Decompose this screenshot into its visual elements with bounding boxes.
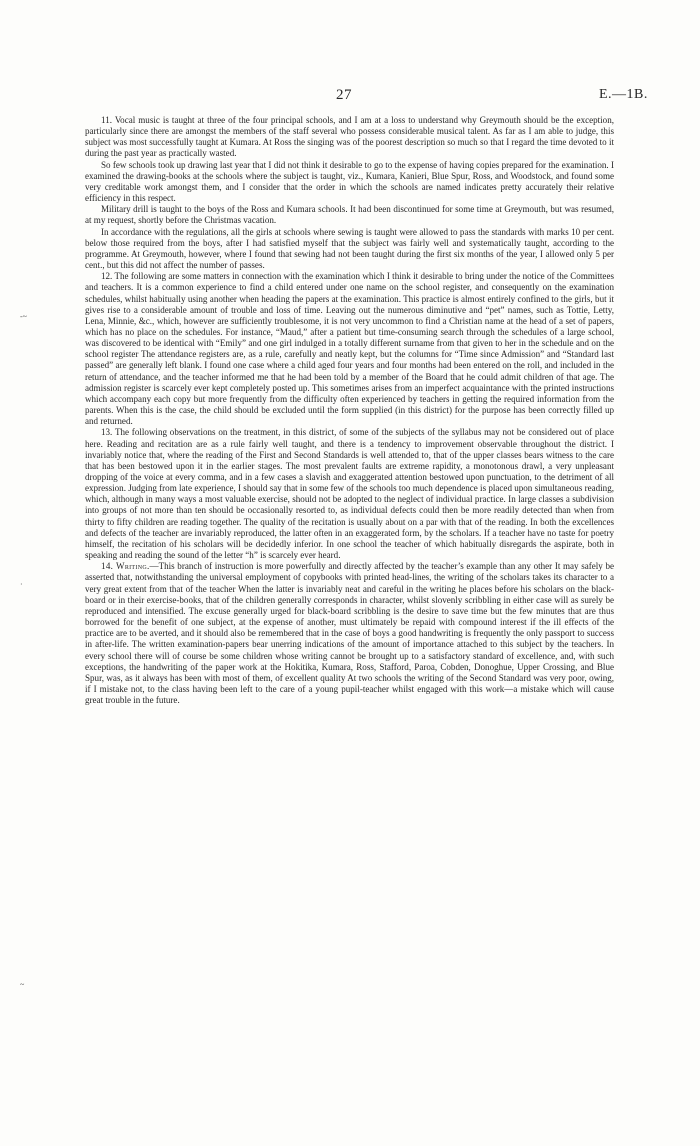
page-number: 27	[336, 87, 352, 103]
paragraph-drawing: So few schools took up drawing last year that I did not think it desirable to go to the expense of having copies prepared for the examination. I examined the drawing-books at the schools where the subject is taught, viz., Kumara, Kanieri, Blue Spur, Ross, and Woodstock, and found some very creditable work amongst them, and I consider that the order in which the schools are named indicates pretty accurately their relative efficiency in this respect.	[85, 159, 614, 204]
document-reference: E.—1B.	[599, 87, 648, 102]
paragraph-sewing: In accordance with the regulations, all the girls at schools where sewing is taught were allowed to pass the standards with marks 10 per cent. below those required from the boys, after I had satisfied myself that the subject was fairly well and systematically taught, according to the programme. At Greymouth, however, where I found that sewing had not been taught during the first six months of the year, I allowed only 5 per cent., but this did not affect the number of passes.	[85, 226, 614, 271]
margin-mark: -~	[20, 312, 27, 321]
paragraph-vocal-music: 11. Vocal music is taught at three of the four principal schools, and I am at a loss to understand why Greymouth should be the exception, particularly since there are amongst the members of the staff several who possess considerable musical talent. As far as I am able to judge, this subject was most successfully taught at Kumara. At Ross the singing was of the poorest description so much so that I regard the time devoted to it during the past year as practically wasted.	[85, 115, 614, 159]
paragraph-military-drill: Military drill is taught to the boys of the Ross and Kumara schools. It had been discontinued for some time at Greymouth, but was resumed, at my request, shortly before the Christmas vacation.	[85, 204, 614, 226]
margin-mark: ~	[20, 980, 25, 989]
paragraph-reading-recitation: 13. The following observations on the treatment, in this district, of some of the subjects of the syllabus may not be considered out of place here. Reading and recitation are as a rule fairly well taught, and there is a tendency to improvement observable throughout the district. I invariably notice that, where the reading of the First and Second Standards is well attended to, that of the upper classes bears witness to the care that has been bestowed upon it in the earlier stages. The most prevalent faults are extreme rapidity, a monotonous drawl, a very unpleasant dropping of the voice at every comma, and in a few cases a slavish and exaggerated attention bestowed upon punctuation, to the detriment of all expression. Judging from late experience, I should say that in some few of the schools too much dependence is placed upon simultaneous reading, which, although in many ways a most valuable exercise, should not be adopted to the neglect of individual practice. In large classes a subdivision into groups of not more than ten should be occasionally resorted to, as individual defects could then be more readily detected than when from thirty to fifty children are reading together. The quality of the recitation is usually about on a par with that of the reading. In both the excellences and defects of the teacher are invariably reproduced, the latter often in an exaggerated form, by the scholars. If a teacher have no taste for poetry himself, the recitation of his scholars will be decidedly inferior. In one school the teacher of which habitually disregards the aspirate, both in speaking and reading the sound of the letter “h” is scarcely ever heard.	[85, 427, 614, 561]
report-body	[85, 115, 614, 706]
margin-mark: ·	[20, 580, 23, 589]
paragraph-registers: 12. The following are some matters in connection with the examination which I think it desirable to bring under the notice of the Committees and teachers. It is a common experience to find a child entered under one name on the school register, and consequently on the examination schedules, whilst habitually using another when heading the papers at the examination. This practice is almost entirely confined to the girls, but it gives rise to a considerable amount of trouble and loss of time. Leaving out the numerous diminutive and “pet” names, such as Tottie, Letty, Lena, Minnie, &c., which, however are sufficiently troublesome, it is not very uncommon to find a Christian name at the head of a set of papers, which has no place on the schedules. For instance, “Maud,” after a patient but time-consuming search through the schedules of a large school, was discovered to be identical with “Emily” and one girl indulged in a totally different surname from that given to her in the schedule and on the school register The attendance registers are, as a rule, carefully and neatly kept, but the columns for “Time since Admission” and “Standard last passed” are generally left blank. I found one case where a child aged four years and four months had been entered on the roll, and included in the return of attendance, and the teacher informed me that he had been told by a member of the Board that he could admit children of that age. The admission register is scarcely ever kept completely posted up. This sometimes arises from an imperfect acquaintance with the printed instructions which accompany each copy but more frequently from the difficulty often experienced by teachers in getting the required information from the parents. When this is the case, the child should be excluded until the form supplied (in this district) for the purpose has been correctly filled up and returned.	[85, 271, 614, 427]
paragraph-writing: 14. Writing.—This branch of instruction is more powerfully and directly affected by the teacher’s example than any other It may safely be asserted that, notwithstanding the universal employment of copybooks with printed head-lines, the writing of the scholars takes its character to a very great extent from that of the teacher When the latter is invariably neat and careful in the writing he places before his scholars on the black-board or in their exercise-books, that of the children generally corresponds in character, whilst slovenly scribbling in either case will as surely be reproduced and intensified. The excuse generally urged for black-board scribbling is the desire to save time but the few minutes that are thus borrowed for the benefit of one subject, at the expense of another, must ultimately be repaid with compound interest if the ill effects of the practice are to be averted, and it should also be remembered that in the case of boys a good handwriting is frequently the only passport to success in after-life. The written examination-papers bear unerring indications of the amount of importance attached to this subject by the teachers. In every school there will of course be some children whose writing cannot be brought up to a satisfactory standard of excellence, and, with such exceptions, the handwriting of the paper work at the Hokitika, Kumara, Ross, Stafford, Paroa, Cobden, Donoghue, Upper Crossing, and Blue Spur, was, as it always has been with most of them, of excellent quality At two schools the writing of the Second Standard was very poor, owing, if I mistake not, to the class having been left to the care of a young pupil-teacher whilst engaged with this work—a mistake which will cause great trouble in the future.	[85, 561, 614, 706]
